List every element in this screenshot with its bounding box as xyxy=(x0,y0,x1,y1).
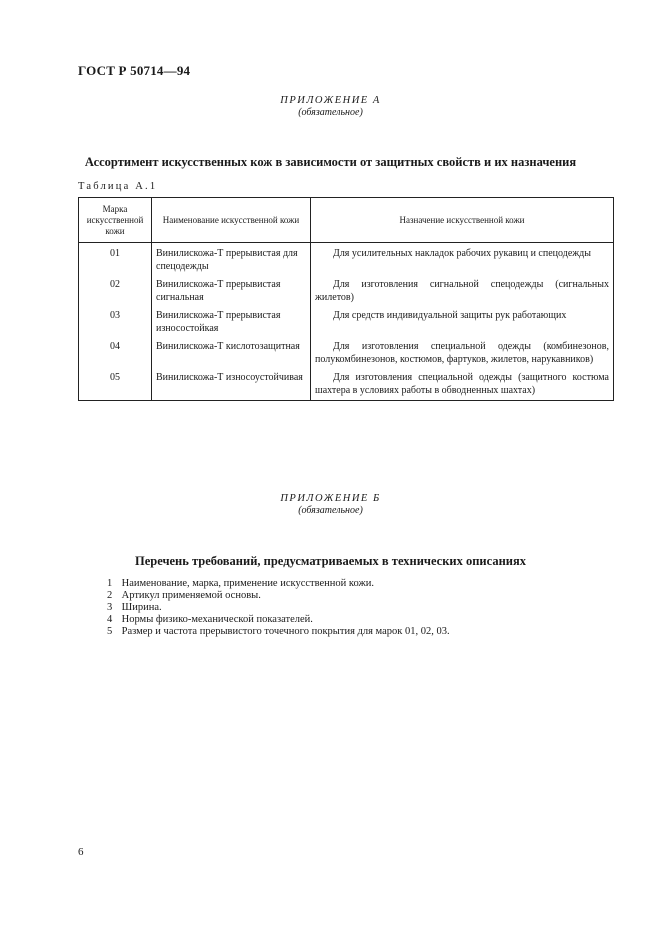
list-item xyxy=(107,578,450,590)
cell-purpose: Для изготовления специальной одежды (комбинезонов, полукомбинезонов, костюмов, фартуков, жилетов, нарукавников) xyxy=(311,338,614,369)
table-row xyxy=(79,243,614,277)
cell-mark: 01 xyxy=(79,243,152,277)
page-number: 6 xyxy=(78,846,84,858)
cell-name: Винилискожа-Т прерывистая сигнальная xyxy=(152,276,311,307)
cell-mark: 02 xyxy=(79,276,152,307)
table-label: Таблица А.1 xyxy=(78,181,158,192)
cell-mark: 03 xyxy=(79,307,152,338)
list-item-text: Артикул применяемой основы. xyxy=(121,590,261,601)
cell-name: Винилискожа-Т прерывистая износостойкая xyxy=(152,307,311,338)
list-item-text: Нормы физико-механической показателей. xyxy=(121,614,313,625)
appendix-a-title: ПРИЛОЖЕНИЕ А xyxy=(280,95,381,106)
table-row xyxy=(79,338,614,369)
table-row xyxy=(79,369,614,401)
list-item-number: 1 xyxy=(107,578,113,589)
cell-purpose: Для средств индивидуальной защиты рук работающих xyxy=(311,307,614,338)
cell-mark: 04 xyxy=(79,338,152,369)
document-code: ГОСТ Р 50714—94 xyxy=(78,63,191,78)
table-header-row xyxy=(79,198,614,243)
requirements-list xyxy=(107,578,450,638)
appendix-b-title: ПРИЛОЖЕНИЕ Б xyxy=(280,493,381,504)
cell-purpose: Для изготовления сигнальной спецодежды (сигнальных жилетов) xyxy=(311,276,614,307)
list-item xyxy=(107,626,450,638)
cell-name: Винилискожа-Т кислотозащитная xyxy=(152,338,311,369)
cell-mark: 05 xyxy=(79,369,152,401)
cell-purpose: Для изготовления специальной одежды (защитного костюма шахтера в условиях работы в обводненных шахтах) xyxy=(311,369,614,401)
list-item xyxy=(107,590,450,602)
list-item xyxy=(107,614,450,626)
cell-name: Винилискожа-Т износоустойчивая xyxy=(152,369,311,401)
header-mark: Марка искусственной кожи xyxy=(79,198,152,243)
list-item-number: 3 xyxy=(107,602,113,613)
appendix-b-heading xyxy=(0,493,661,516)
appendix-b-subtitle: (обязательное) xyxy=(298,505,363,516)
header-purpose: Назначение искусственной кожи xyxy=(311,198,614,243)
header-name: Наименование искусственной кожи xyxy=(152,198,311,243)
list-item-number: 2 xyxy=(107,590,113,601)
list-item-number: 5 xyxy=(107,626,113,637)
list-item-text: Размер и частота прерывистого точечного покрытия для марок 01, 02, 03. xyxy=(121,626,450,637)
appendix-b-section-title: Перечень требований, предусматриваемых в технических описаниях xyxy=(134,554,526,568)
list-item-number: 4 xyxy=(107,614,113,625)
appendix-a-subtitle: (обязательное) xyxy=(298,107,363,118)
list-item-text: Наименование, марка, применение искусственной кожи. xyxy=(121,578,374,589)
appendix-a-heading xyxy=(0,95,661,118)
cell-purpose: Для усилительных накладок рабочих рукавиц и спецодежды xyxy=(311,243,614,277)
assortment-table xyxy=(78,197,614,401)
cell-name: Винилискожа-Т прерывистая для спецодежды xyxy=(152,243,311,277)
appendix-a-section-title: Ассортимент искусственных кож в зависимости от защитных свойств и их назначения xyxy=(84,155,577,169)
list-item-text: Ширина. xyxy=(121,602,162,613)
list-item xyxy=(107,602,450,614)
table-row xyxy=(79,307,614,338)
table-row xyxy=(79,276,614,307)
